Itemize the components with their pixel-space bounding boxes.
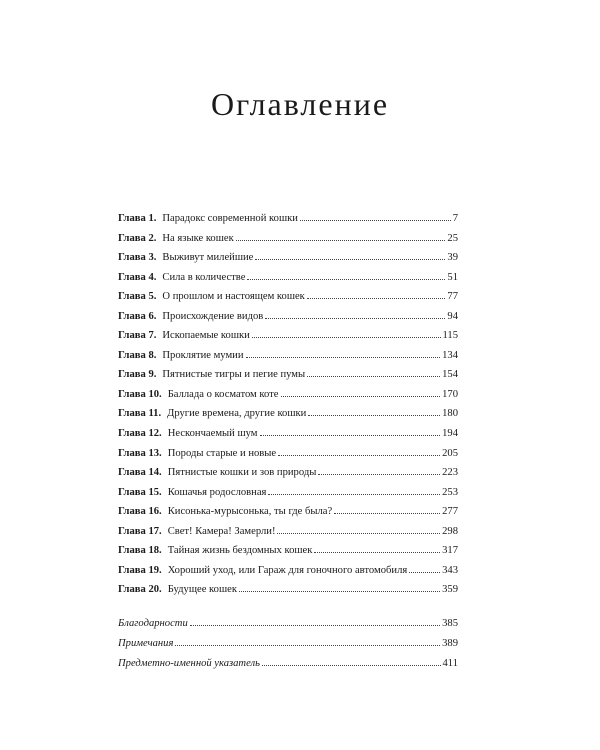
dot-leader: [318, 473, 440, 475]
page-number: 277: [442, 506, 458, 518]
dot-leader: [175, 644, 440, 646]
chapter-label: Глава 12.: [118, 428, 162, 440]
chapter-title: Пятнистые кошки и зов природы: [167, 467, 317, 479]
page-number: 317: [442, 545, 458, 557]
chapter-title: Хороший уход, или Гараж для гоночного автомобиля: [167, 564, 408, 576]
chapter-label: Глава 10.: [118, 388, 162, 400]
toc-entry: [118, 287, 458, 307]
page-number: 115: [442, 330, 458, 342]
chapter-label: Глава 13.: [118, 447, 162, 459]
dot-leader: [277, 532, 440, 534]
page-number: 154: [442, 369, 458, 381]
chapter-label: Глава 16.: [118, 506, 162, 518]
chapter-title: Ископаемые кошки: [162, 330, 250, 342]
dot-leader: [308, 414, 440, 416]
chapter-title: Проклятие мумии: [162, 349, 244, 361]
toc-entry: [118, 580, 458, 600]
toc-entry: [118, 522, 458, 542]
dot-leader: [300, 219, 451, 221]
chapter-label: Глава 4.: [118, 271, 157, 283]
chapter-label: Глава 20.: [118, 584, 162, 596]
back-matter-entry: [118, 614, 458, 634]
page-number: 170: [442, 388, 458, 400]
toc-entry: [118, 424, 458, 444]
dot-leader: [246, 356, 441, 358]
toc-entry: [118, 346, 458, 366]
chapter-label: Глава 11.: [118, 408, 162, 420]
dot-leader: [239, 590, 440, 592]
chapter-label: Глава 19.: [118, 564, 162, 576]
page-number: 359: [442, 584, 458, 596]
toc-entry: [118, 229, 458, 249]
toc-entry: [118, 444, 458, 464]
back-matter-entry: [118, 654, 458, 674]
page-number: 51: [447, 271, 458, 283]
toc-entry: [118, 483, 458, 503]
chapter-label: Глава 8.: [118, 349, 157, 361]
page-number: 180: [442, 408, 458, 420]
page-number: 194: [442, 428, 458, 440]
chapter-label: Глава 18.: [118, 545, 162, 557]
chapter-label: Глава 3.: [118, 252, 157, 264]
chapter-label: Глава 15.: [118, 486, 162, 498]
dot-leader: [265, 317, 445, 319]
page-number: 343: [442, 564, 458, 576]
chapter-label: Глава 17.: [118, 525, 162, 537]
chapter-title: Будущее кошек: [167, 584, 237, 596]
chapter-title: Тайная жизнь бездомных кошек: [167, 545, 313, 557]
toc-entry: [118, 541, 458, 561]
chapter-title: На языке кошек: [162, 232, 234, 244]
toc-entry: [118, 209, 458, 229]
toc-entry: [118, 365, 458, 385]
dot-leader: [255, 258, 445, 260]
page-number: 298: [442, 525, 458, 537]
chapter-label: Глава 2.: [118, 232, 157, 244]
chapter-title: О прошлом и настоящем кошек: [162, 291, 305, 303]
page-number: 25: [447, 232, 458, 244]
page-number: 223: [442, 467, 458, 479]
chapter-title: Другие времена, другие кошки: [167, 408, 307, 420]
page-number: 411: [442, 658, 458, 669]
chapter-label: Глава 7.: [118, 330, 157, 342]
dot-leader: [262, 664, 441, 666]
page-number: 39: [447, 252, 458, 264]
page-number: 7: [452, 213, 458, 224]
chapter-title: Пятнистые тигры и пегие пумы: [162, 369, 306, 381]
back-matter-title: Благодарности: [118, 618, 188, 629]
page-number: 389: [442, 638, 458, 649]
toc-entry: [118, 404, 458, 424]
table-of-contents: [118, 209, 458, 600]
back-matter-entry: [118, 634, 458, 654]
chapter-title: Свет! Камера! Замерли!: [167, 525, 276, 537]
dot-leader: [314, 551, 440, 553]
back-matter-list: [118, 614, 458, 674]
chapter-label: Глава 9.: [118, 369, 157, 381]
dot-leader: [307, 375, 440, 377]
toc-entry: [118, 268, 458, 288]
chapter-title: Кошачья родословная: [167, 486, 267, 498]
chapter-title: Нескончаемый шум: [167, 428, 258, 440]
chapter-title: Кисонька-мурысонька, ты где была?: [167, 506, 333, 518]
toc-entry: [118, 248, 458, 268]
dot-leader: [247, 278, 445, 280]
dot-leader: [409, 571, 440, 573]
toc-entry: [118, 385, 458, 405]
dot-leader: [278, 454, 440, 456]
back-matter-title: Предметно-именной указатель: [118, 658, 260, 669]
chapter-title: Породы старые и новые: [167, 447, 277, 459]
toc-entry: [118, 561, 458, 581]
chapter-label: Глава 14.: [118, 467, 162, 479]
dot-leader: [268, 493, 440, 495]
page-number: 134: [442, 349, 458, 361]
dot-leader: [252, 336, 441, 338]
dot-leader: [281, 395, 441, 397]
chapter-label: Глава 5.: [118, 291, 157, 303]
dot-leader: [236, 239, 446, 241]
toc-entry: [118, 326, 458, 346]
dot-leader: [307, 297, 446, 299]
chapter-title: Баллада о косматом коте: [167, 388, 279, 400]
dot-leader: [190, 624, 440, 626]
chapter-title: Сила в количестве: [162, 271, 246, 283]
dot-leader: [260, 434, 441, 436]
toc-entry: [118, 463, 458, 483]
page-title: Оглавление: [210, 86, 390, 122]
chapter-title: Парадокс современной кошки: [162, 213, 298, 224]
toc-entry: [118, 307, 458, 327]
page-number: 253: [442, 486, 458, 498]
page-number: 205: [442, 447, 458, 459]
chapter-title: Происхождение видов: [162, 310, 264, 322]
chapter-label: Глава 1.: [118, 213, 157, 224]
page-number: 385: [442, 618, 458, 629]
back-matter-title: Примечания: [118, 638, 174, 649]
page-number: 94: [447, 310, 458, 322]
chapter-label: Глава 6.: [118, 310, 157, 322]
toc-entry: [118, 502, 458, 522]
page-number: 77: [447, 291, 458, 303]
chapter-title: Выживут милейшие: [162, 252, 254, 264]
dot-leader: [334, 512, 440, 514]
